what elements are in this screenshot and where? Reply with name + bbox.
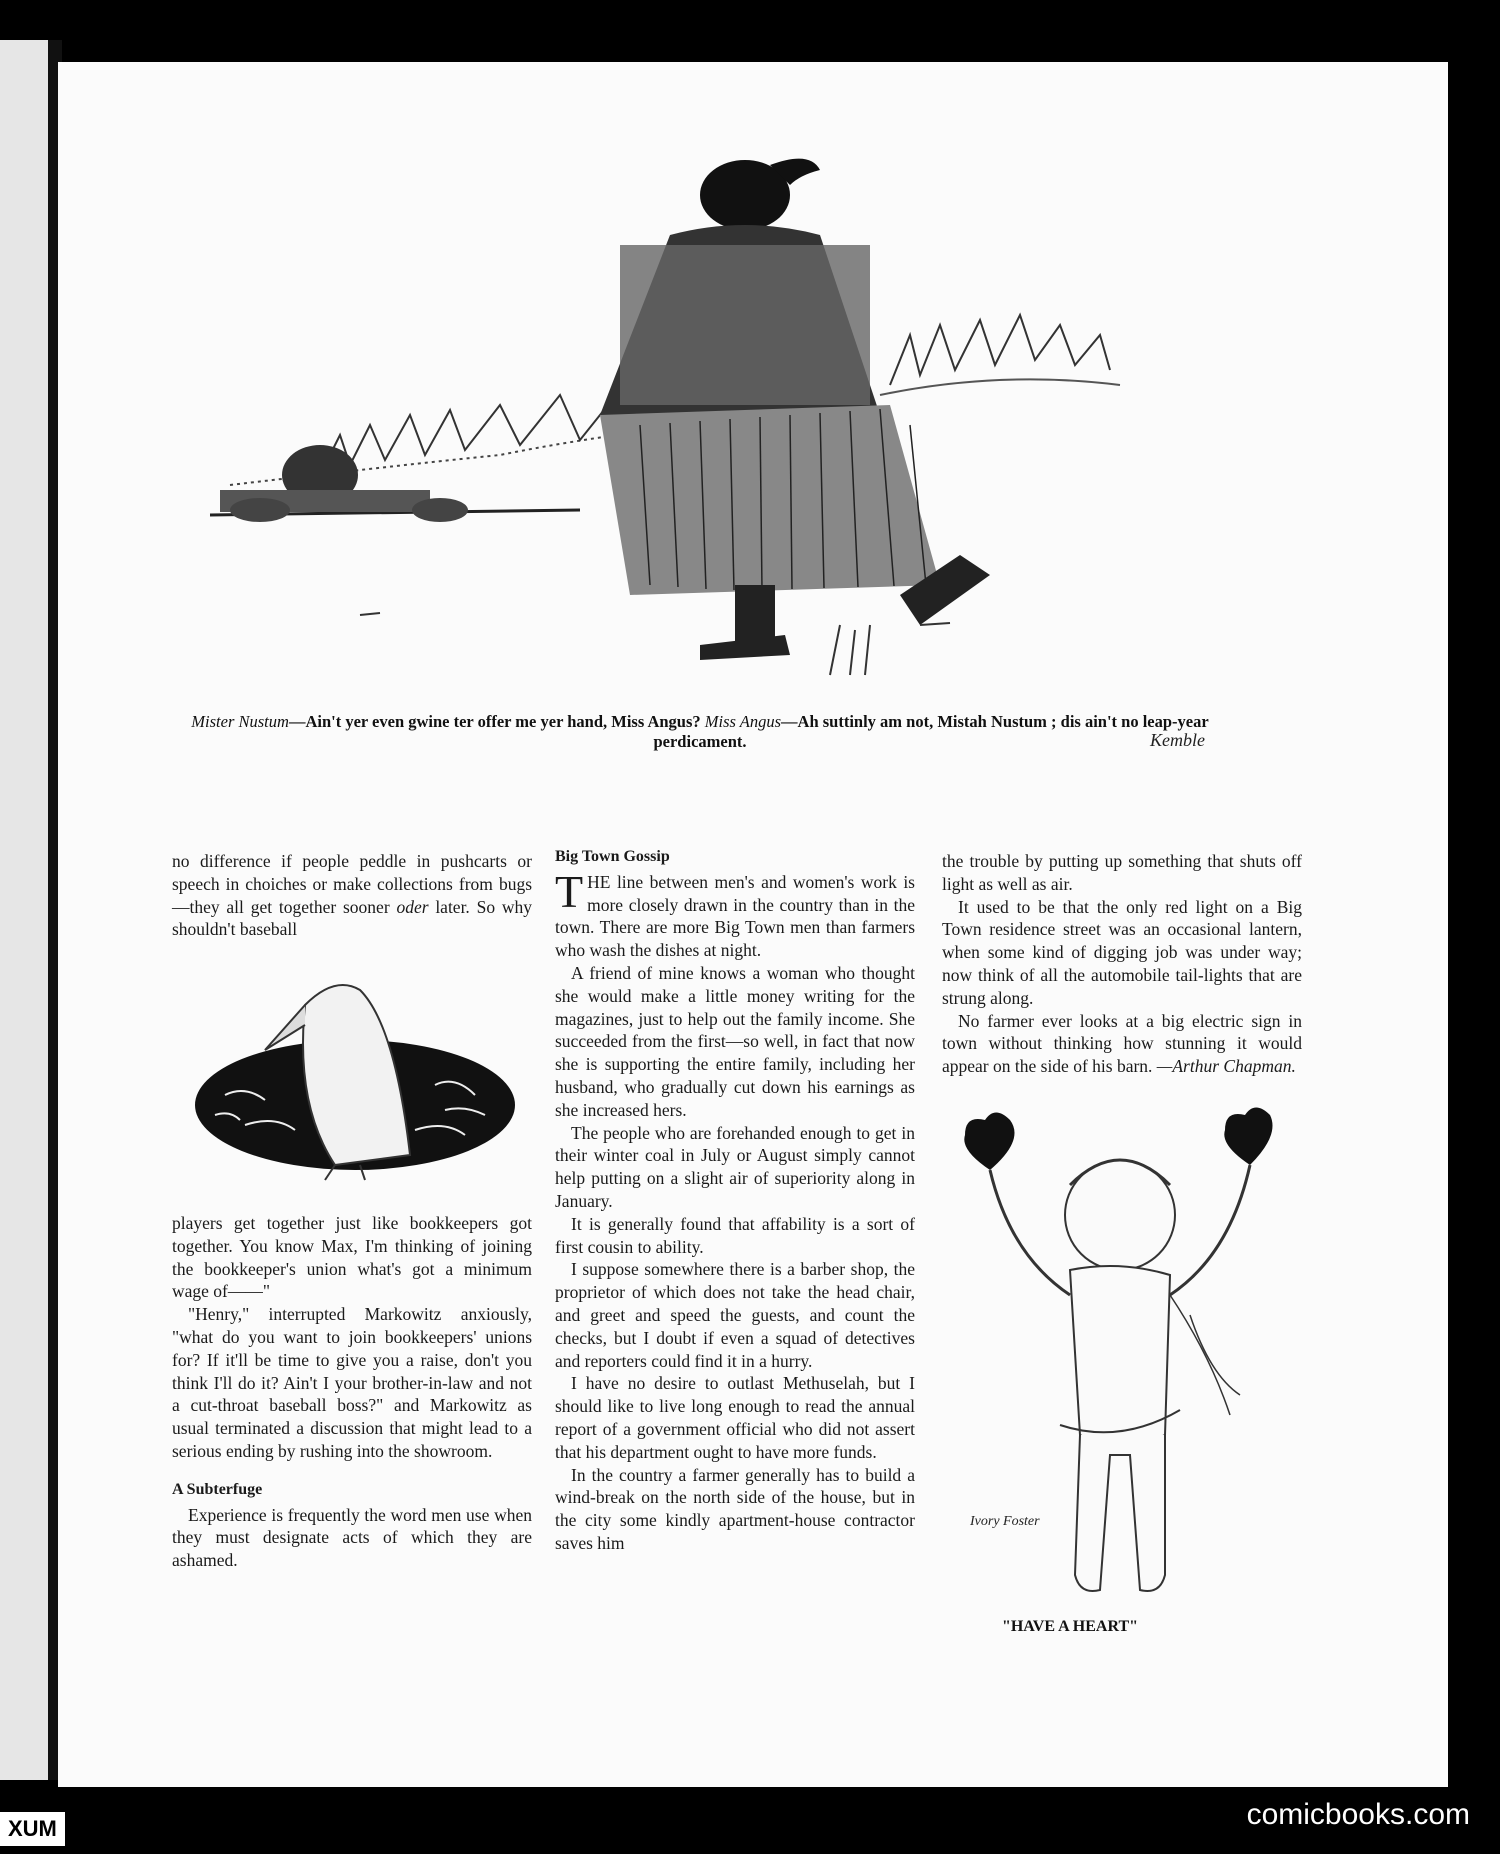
skating-illustration [200, 155, 1160, 765]
pelican-illustration [185, 955, 525, 1185]
col3-paragraph-1: the trouble by putting up something that shuts off light as well as air. [942, 851, 1302, 894]
caption-line-2: —Ah suttinly am not, Mistah Nustum ; dis ain't no leap-year perdicament. [653, 712, 1209, 751]
col2-paragraph-2: A friend of mine knows a woman who thought she would make a little money writing for the magazines, just to help out the family income. She succeeded from the first—so well, in fact that now she is supporting the entire family, including her husband, who gradually cut down his earnings as she increased hers. [555, 962, 915, 1120]
col2-paragraph-6: I have no desire to outlast Methuselah, but I should like to live long enough to read the annual report of a government official who did not assert that his department ought to have more funds. [555, 1373, 915, 1462]
column-1-bottom [172, 1212, 532, 1572]
caption-line-1: —Ain't yer even gwine ter offer me yer hand, Miss Angus? [288, 712, 701, 731]
drop-cap: T [555, 865, 584, 917]
col1-paragraph-3: "Henry," interrupted Markowitz anxiously, "what do you want to join bookkeepers' unions for? If it'll be time to give you a raise, don't you think I'll do it? Ain't I your brother-in-law and not a cut-throat baseball boss?" and Markowitz as usual terminated a discussion that might lead to a serious ending by rushing into the showroom. [172, 1304, 532, 1461]
col3-paragraph-2: It used to be that the only red light on a Big Town residence street was an occasional lantern, when some kind of digging job was under way; now think of all the automobile tail-lights that are strung along. [942, 896, 1302, 1008]
big-town-gossip-heading: Big Town Gossip [555, 848, 670, 865]
col2-paragraph-3: The people who are forehanded enough to get in their winter coal in July or August simply cannot help putting on a slight air of superiority along in January. [555, 1122, 915, 1211]
col1-paragraph-1: no difference if people peddle in pushcarts or speech in choiches or make collections from bugs—they all get together sooner oder later. So why shouldn't baseball [172, 851, 533, 940]
column-3 [942, 850, 1302, 1078]
subterfuge-heading: A Subterfuge [172, 1480, 263, 1498]
have-a-heart-caption: "HAVE A HEART" [1001, 1618, 1139, 1635]
col2-paragraph-7: In the country a farmer generally has to build a wind-break on the north side of the house, but in the city some kindly apartment-house contractor saves him [555, 1464, 915, 1553]
col2-paragraph-1: THE line between men's and women's work is more closely drawn in the country than in the town. There are more Big Town men than farmers who wash the dishes at night. [555, 865, 915, 961]
column-1-top [172, 850, 532, 941]
archive-label: XUM [0, 1812, 65, 1846]
illustration-caption [170, 712, 1230, 752]
site-watermark: comicbooks.com [1246, 1798, 1470, 1831]
col3-paragraph-3: No farmer ever looks at a big electric sign in town without thinking how stunning it would appear on the side of his barn. —Arthur Chapman. [942, 1010, 1302, 1077]
caption-speaker-1: Mister Nustum [191, 712, 289, 731]
artist-signature-cupid: Ivory Foster [970, 1514, 1040, 1529]
col2-paragraph-4: It is generally found that affability is a sort of first cousin to ability. [555, 1213, 915, 1257]
col2-paragraph-5: I suppose somewhere there is a barber shop, the proprietor of which does not take the head chair, and greet and speed the guests, and count the checks, but I doubt if even a squad of detectives and reporters could find it in a hurry. [555, 1259, 915, 1371]
cupid-illustration [950, 1095, 1280, 1610]
col1-paragraph-4: Experience is frequently the word men use when they must designate acts of which they are ashamed. [172, 1504, 532, 1571]
column-2 [555, 846, 915, 1555]
artist-signature-kemble: Kemble [1150, 730, 1205, 750]
author-signature: —Arthur Chapman. [1156, 1056, 1296, 1077]
col1-paragraph-2: players get together just like bookkeepers got together. You know Max, I'm thinking of joining the bookkeeper's union what's got a minimum wage of——" [172, 1213, 532, 1302]
caption-speaker-2: Miss Angus [704, 712, 782, 731]
